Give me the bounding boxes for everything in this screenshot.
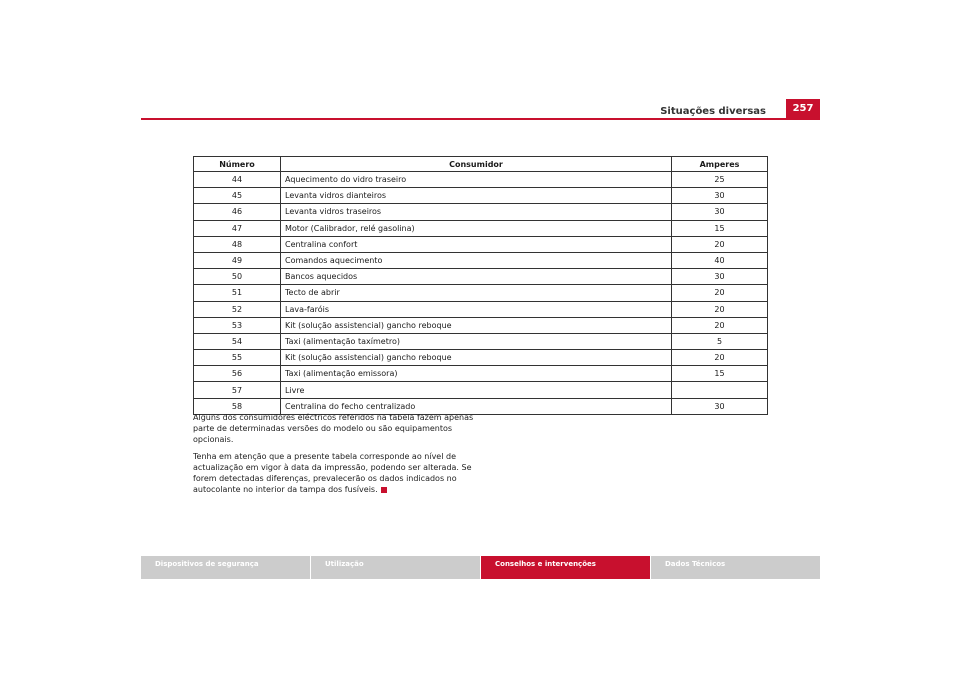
table-row bbox=[194, 188, 768, 204]
note-paragraph-1: Alguns dos consumidores eléctricos referidos na tabela fazem apenas parte de determinadas versões do modelo ou são equipamentos opcionais. bbox=[193, 413, 474, 444]
table-row bbox=[194, 301, 768, 317]
amperes-cell: 5 bbox=[672, 333, 768, 349]
table-row bbox=[194, 220, 768, 236]
table-row bbox=[194, 269, 768, 285]
consumer-cell: Livre bbox=[281, 382, 672, 398]
consumer-cell: Taxi (alimentação emissora) bbox=[281, 366, 672, 382]
column-header-number: Número bbox=[194, 157, 281, 172]
amperes-cell: 20 bbox=[672, 236, 768, 252]
consumer-cell: Levanta vidros traseiros bbox=[281, 204, 672, 220]
table-row bbox=[194, 236, 768, 252]
fuse-number-cell: 56 bbox=[194, 366, 281, 382]
note-paragraph-2 bbox=[193, 451, 483, 495]
consumer-cell: Kit (solução assistencial) gancho reboque bbox=[281, 317, 672, 333]
fuse-number-cell: 54 bbox=[194, 333, 281, 349]
column-header-consumer: Consumidor bbox=[281, 157, 672, 172]
notes-text bbox=[193, 412, 483, 501]
fuse-number-cell: 55 bbox=[194, 350, 281, 366]
consumer-cell: Bancos aquecidos bbox=[281, 269, 672, 285]
table-row bbox=[194, 333, 768, 349]
fuse-number-cell: 52 bbox=[194, 301, 281, 317]
amperes-cell: 20 bbox=[672, 350, 768, 366]
amperes-cell: 25 bbox=[672, 172, 768, 188]
header-divider bbox=[141, 118, 820, 120]
fuse-number-cell: 50 bbox=[194, 269, 281, 285]
footer-tab-safety[interactable]: Dispositivos de segurança bbox=[141, 556, 310, 579]
column-header-amperes: Amperes bbox=[672, 157, 768, 172]
amperes-cell: 20 bbox=[672, 285, 768, 301]
amperes-cell: 30 bbox=[672, 269, 768, 285]
fuse-number-cell: 49 bbox=[194, 252, 281, 268]
note-paragraph-2-text: Tenha em atenção que a presente tabela corresponde ao nível de actualização em vigor à data da impressão, podendo ser alterada. Se forem detectadas diferenças, prevalecerão os dados indicados no autocolante no interior da tampa dos fusíveis. bbox=[193, 452, 472, 494]
consumer-cell: Kit (solução assistencial) gancho reboque bbox=[281, 350, 672, 366]
table-row bbox=[194, 285, 768, 301]
amperes-cell: 30 bbox=[672, 204, 768, 220]
consumer-cell: Motor (Calibrador, relé gasolina) bbox=[281, 220, 672, 236]
table-row bbox=[194, 382, 768, 398]
fuse-number-cell: 58 bbox=[194, 398, 281, 414]
consumer-cell: Comandos aquecimento bbox=[281, 252, 672, 268]
consumer-cell: Aquecimento do vidro traseiro bbox=[281, 172, 672, 188]
fuse-number-cell: 51 bbox=[194, 285, 281, 301]
fuse-number-cell: 44 bbox=[194, 172, 281, 188]
amperes-cell bbox=[672, 382, 768, 398]
footer-tab-technical-data[interactable]: Dados Técnicos bbox=[651, 556, 820, 579]
consumer-cell: Levanta vidros dianteiros bbox=[281, 188, 672, 204]
table-row bbox=[194, 204, 768, 220]
amperes-cell: 20 bbox=[672, 301, 768, 317]
footer-tab-tips-maintenance[interactable]: Conselhos e intervenções bbox=[481, 556, 650, 579]
amperes-cell: 40 bbox=[672, 252, 768, 268]
table-row bbox=[194, 350, 768, 366]
consumer-cell: Tecto de abrir bbox=[281, 285, 672, 301]
amperes-cell: 20 bbox=[672, 317, 768, 333]
fuse-number-cell: 53 bbox=[194, 317, 281, 333]
consumer-cell: Taxi (alimentação taxímetro) bbox=[281, 333, 672, 349]
consumer-cell: Centralina do fecho centralizado bbox=[281, 398, 672, 414]
table-row bbox=[194, 366, 768, 382]
table-row bbox=[194, 252, 768, 268]
section-title: Situações diversas bbox=[660, 106, 766, 117]
footer-tab-operation[interactable]: Utilização bbox=[311, 556, 480, 579]
fuse-number-cell: 45 bbox=[194, 188, 281, 204]
fuse-number-cell: 46 bbox=[194, 204, 281, 220]
consumer-cell: Centralina confort bbox=[281, 236, 672, 252]
table-header-row bbox=[194, 157, 768, 172]
fuse-number-cell: 48 bbox=[194, 236, 281, 252]
amperes-cell: 30 bbox=[672, 398, 768, 414]
footer-navigation bbox=[141, 556, 820, 579]
table-row bbox=[194, 317, 768, 333]
amperes-cell: 30 bbox=[672, 188, 768, 204]
table-row bbox=[194, 172, 768, 188]
amperes-cell: 15 bbox=[672, 366, 768, 382]
fuse-number-cell: 47 bbox=[194, 220, 281, 236]
amperes-cell: 15 bbox=[672, 220, 768, 236]
fuse-table bbox=[193, 156, 768, 415]
fuse-table-body bbox=[194, 172, 768, 415]
consumer-cell: Lava-faróis bbox=[281, 301, 672, 317]
page-number: 257 bbox=[786, 99, 820, 118]
fuse-number-cell: 57 bbox=[194, 382, 281, 398]
end-of-section-icon bbox=[381, 487, 387, 493]
